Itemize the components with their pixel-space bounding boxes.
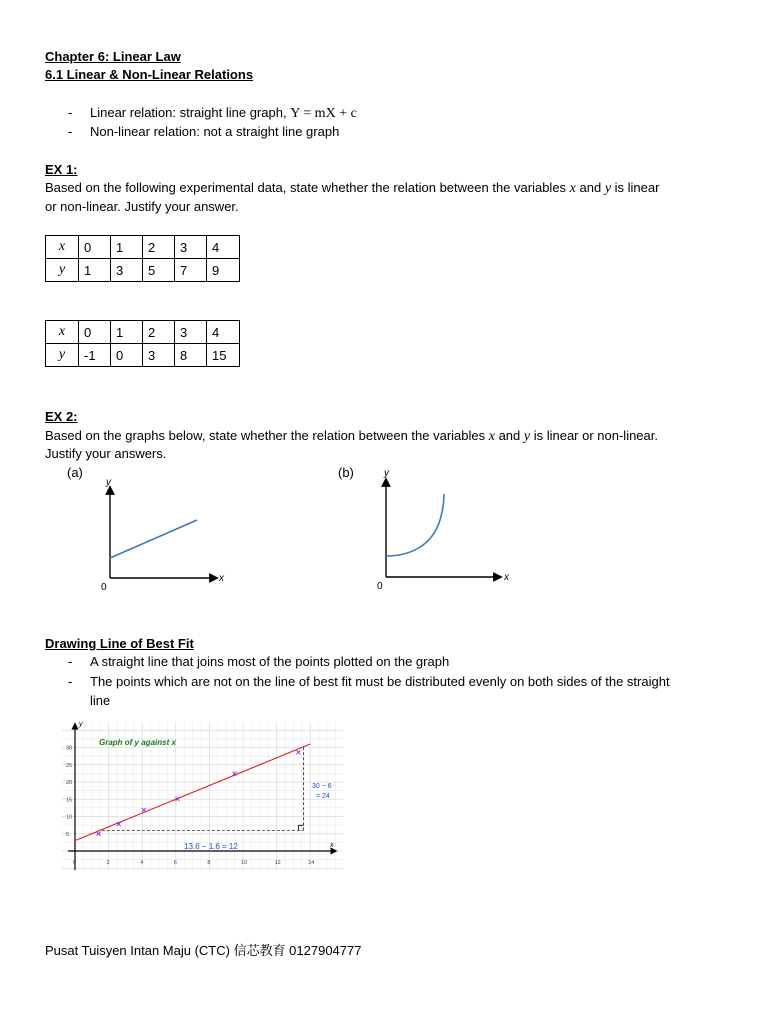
table-cell: 0 <box>111 344 143 367</box>
table-cell: 2 <box>143 321 175 344</box>
ex1-q-and: and <box>575 180 605 195</box>
table-cell: 1 <box>111 236 143 259</box>
table-cell: 5 <box>143 259 175 282</box>
x-tick-label: 14 <box>308 860 315 866</box>
graph-b <box>370 462 520 594</box>
axis-label-x: x <box>330 842 334 849</box>
table-cell: 4 <box>207 236 240 259</box>
best-fit-graph-title: Graph of y against x <box>99 738 176 747</box>
best-fit-graph <box>58 718 346 876</box>
table-cell: 0 <box>79 321 111 344</box>
y-tick-label: 5 <box>66 831 70 838</box>
table-row <box>46 236 240 259</box>
y-tick-label: 10 <box>66 814 73 821</box>
table-cell: 9 <box>207 259 240 282</box>
right-angle-marker <box>298 825 303 830</box>
x-tick-label: 6 <box>173 860 177 866</box>
x-tick-label: 10 <box>241 860 248 866</box>
table-cell: 3 <box>175 236 207 259</box>
ex1-question-line1 <box>45 179 659 198</box>
table-cell: 3 <box>175 321 207 344</box>
graph-a <box>92 472 232 594</box>
table-cell: 7 <box>175 259 207 282</box>
axis-label-x: x <box>504 572 509 583</box>
ex2-q-end: is linear or non-linear. <box>530 428 658 443</box>
table-cell: 2 <box>143 236 175 259</box>
bullet-dash: - <box>68 654 73 669</box>
table-cell: 1 <box>111 321 143 344</box>
rise-label-1: 30 − 6 <box>312 783 332 790</box>
axis-label-x: x <box>219 573 224 584</box>
best-fit-bullet-2: The points which are not on the line of best fit must be distributed evenly on both sides of the straight <box>90 674 670 689</box>
best-fit-title: Drawing Line of Best Fit <box>45 636 194 651</box>
rise-label-2: = 24 <box>316 793 330 800</box>
bullet-dash: - <box>68 674 73 689</box>
graph-b-label: (b) <box>338 465 354 480</box>
footer: Pusat Tuisyen Intan Maju (CTC) 信芯教育 0127904777 <box>45 943 362 958</box>
x-tick-label: 2 <box>106 860 110 866</box>
axis-label-y: y <box>106 477 111 488</box>
x-tick-label: 4 <box>140 860 144 866</box>
best-fit-bullet-2-cont: line <box>90 693 111 708</box>
data-table-1 <box>45 235 240 282</box>
table-header-y: y <box>46 344 79 367</box>
ex2-title: EX 2: <box>45 409 78 424</box>
y-tick-label: 15 <box>66 797 73 804</box>
linear-equation: Y = mX + c <box>290 106 357 121</box>
y-tick-label: 20 <box>66 780 73 786</box>
y-tick-labels <box>66 746 72 838</box>
definition-linear-text: Linear relation: straight line graph, <box>90 105 291 120</box>
axis-label-y: y <box>384 468 389 479</box>
y-tick-label: 25 <box>66 762 73 769</box>
table-cell: 15 <box>207 344 240 367</box>
table-cell: 4 <box>207 321 240 344</box>
chapter-title: Chapter 6: Linear Law <box>45 49 181 64</box>
var-x: x <box>488 429 495 444</box>
x-tick-labels <box>73 860 314 866</box>
table-cell: 3 <box>143 344 175 367</box>
axis-label-y: y <box>79 721 83 728</box>
table-header-y: y <box>46 259 79 282</box>
table-cell: -1 <box>79 344 111 367</box>
ex1-q-text: Based on the following experimental data, state whether the relation between the variables <box>45 180 570 195</box>
ex1-title: EX 1: <box>45 162 78 177</box>
var-y: y <box>523 429 531 444</box>
table-cell: 0 <box>79 236 111 259</box>
linear-graph-line <box>110 520 197 558</box>
definition-linear <box>90 104 357 123</box>
ex1-question-line2: or non-linear. Justify your answer. <box>45 199 239 214</box>
nonlinear-graph-curve <box>386 494 444 556</box>
ex1-q-end: is linear <box>611 180 660 195</box>
x-tick-label: 8 <box>207 860 211 866</box>
table-header-x: x <box>46 321 79 344</box>
x-tick-label: 12 <box>274 860 281 866</box>
y-tick-label: 30 <box>66 745 73 752</box>
table-cell: 8 <box>175 344 207 367</box>
ex2-question-line2: Justify your answers. <box>45 446 167 461</box>
graph-a-label: (a) <box>67 465 83 480</box>
bullet-dash: - <box>68 105 73 120</box>
table-header-x: x <box>46 236 79 259</box>
var-y: y <box>604 181 612 196</box>
ex2-q-and: and <box>494 428 524 443</box>
definition-nonlinear: Non-linear relation: not a straight line graph <box>90 124 340 139</box>
data-table-2 <box>45 320 240 367</box>
table-cell: 3 <box>111 259 143 282</box>
var-x: x <box>569 181 576 196</box>
table-row <box>46 321 240 344</box>
data-points <box>97 750 301 835</box>
ex2-question-line1 <box>45 427 658 446</box>
table-row <box>46 259 240 282</box>
table-row <box>46 344 240 367</box>
table-cell: 1 <box>79 259 111 282</box>
ex2-q-text: Based on the graphs below, state whether the relation between the variables <box>45 428 489 443</box>
origin-label: 0 <box>101 582 107 593</box>
section-title: 6.1 Linear & Non-Linear Relations <box>45 67 254 82</box>
origin-label: 0 <box>377 581 383 592</box>
run-label: 13.6 − 1.6 = 12 <box>184 842 238 851</box>
bullet-dash: - <box>68 124 73 139</box>
data-point <box>296 750 300 754</box>
x-tick-label: 0 <box>73 860 77 866</box>
best-fit-bullet-1: A straight line that joins most of the points plotted on the graph <box>90 654 450 669</box>
